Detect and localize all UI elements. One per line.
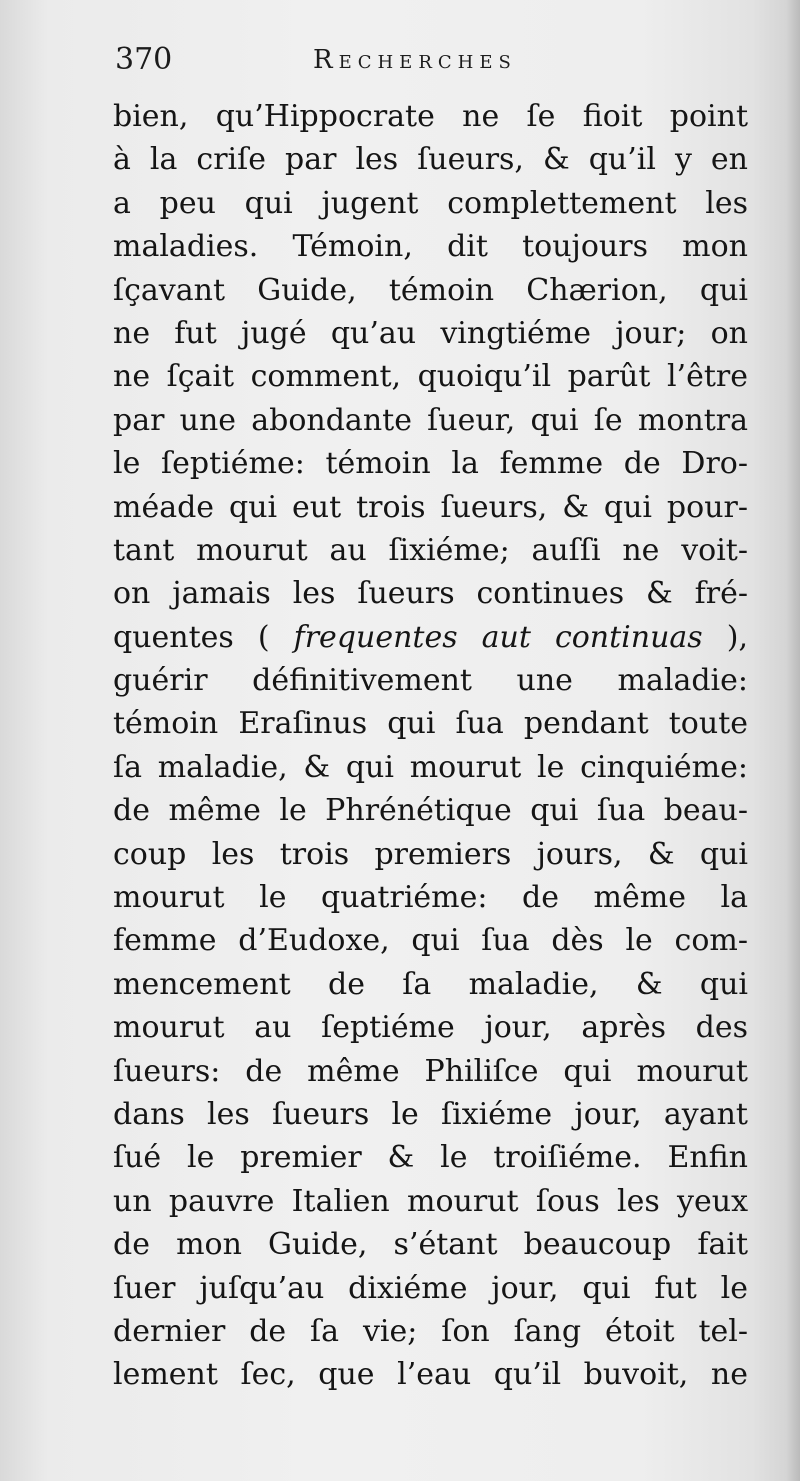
text-line-13-start: quentes ( [113,619,294,655]
text-line-15: témoin Eraſinus qui ſua pendant toute [113,706,748,742]
text-line-11: tant mourut au ſixiéme; auſſi ne voit- [113,532,748,568]
text-line-22: mourut au ſeptiéme jour, après des [113,1010,748,1046]
text-line-26: un pauvre Italien mourut ſous les yeux [113,1183,748,1219]
text-line-20: femme d’Eudoxe, qui ſua dès le com- [113,923,748,959]
text-line-16: ſa maladie, & qui mourut le cinquiéme: [113,749,748,785]
text-line-10: méade qui eut trois ſueurs, & qui pour- [113,489,748,525]
text-line-18: coup les trois premiers jours, & qui [113,836,748,872]
text-line-19: mourut le quatriéme: de même la [113,880,748,916]
text-line-29: dernier de ſa vie; ſon ſang étoit tel- [113,1313,748,1349]
text-line-6: ne fut jugé qu’au vingtiéme jour; on [113,315,748,351]
page-edge-shadow [786,0,800,1481]
latin-quote: frequentes aut continuas [293,619,703,655]
text-line-7: ne ſçait comment, quoiqu’il parût l’être [113,359,748,395]
text-line-9: le ſeptiéme: témoin la femme de Dro- [113,446,748,482]
text-line-3: a peu qui jugent complettement les [113,185,748,221]
text-line-17: de même le Phrénétique qui ſua beau- [113,793,748,829]
text-line-23: ſueurs: de même Philiſce qui mourut [113,1053,748,1089]
page-header [115,40,745,80]
text-line-30: lement ſec, que l’eau qu’il buvoit, ne [113,1357,748,1393]
text-line-14: guérir définitivement une maladie: [113,663,748,699]
text-line-28: ſuer juſqu’au dixiéme jour, qui fut le [113,1270,748,1306]
text-line-27: de mon Guide, s’étant beaucoup fait [113,1227,748,1263]
text-line-25: ſué le premier & le troiſiéme. Enfin [113,1140,748,1176]
text-line-1: bien, qu’Hippocrate ne ſe fioit point [113,99,748,134]
text-line-8: par une abondante ſueur, qui ſe montra [113,402,748,438]
text-line-13 [113,616,748,659]
text-line-12: on jamais les ſueurs continues & fré- [113,576,748,612]
text-line-4: maladies. Témoin, dit toujours mon [113,229,748,265]
text-line-13-end: ), [702,619,748,655]
text-line-2: à la criſe par les ſueurs, & qu’il y en [113,142,748,178]
text-line-24: dans les ſueurs le ſixiéme jour, ayant [113,1096,748,1132]
body-text [113,95,748,1397]
running-head: Recherches [313,45,517,75]
page-number: 370 [115,42,173,77]
text-line-21: mencement de ſa maladie, & qui [113,966,748,1002]
text-line-5: ſçavant Guide, témoin Chærion, qui [113,272,748,308]
